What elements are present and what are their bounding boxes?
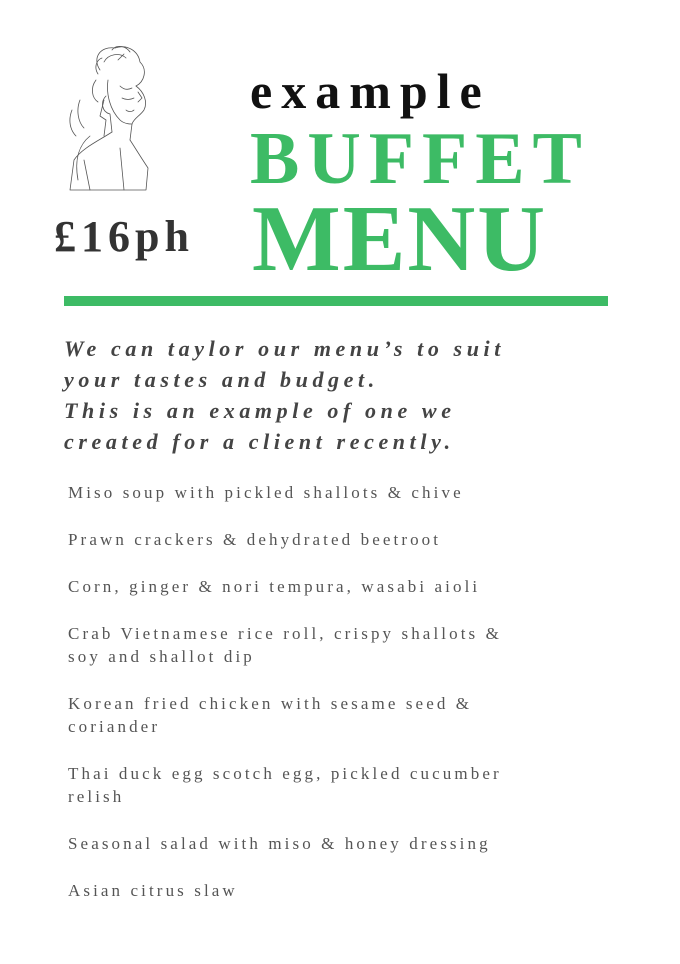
menu-item-text: Corn, ginger & nori tempura, wasabi aioli <box>68 577 481 596</box>
price-per-head: £16ph <box>54 212 194 261</box>
menu-item-text: Crab Vietnamese rice roll, crispy shallots & <box>68 624 502 643</box>
menu-item-text: relish <box>68 787 125 806</box>
menu-item <box>68 832 628 855</box>
title-menu: MENU <box>252 187 548 291</box>
menu-items-list <box>68 481 628 926</box>
menu-item-text: Thai duck egg scotch egg, pickled cucumber <box>68 764 502 783</box>
menu-item <box>68 575 628 598</box>
menu-item <box>68 622 628 668</box>
menu-item <box>68 762 628 808</box>
menu-item-text: Seasonal salad with miso & honey dressing <box>68 834 491 853</box>
intro-line: your tastes and budget. <box>64 367 379 392</box>
menu-item <box>68 692 628 738</box>
intro-text <box>64 333 654 457</box>
menu-item-text: Asian citrus slaw <box>68 881 238 900</box>
title-buffet: BUFFET <box>250 118 590 200</box>
intro-line: This is an example of one we <box>64 398 456 423</box>
menu-item-text: Korean fried chicken with sesame seed & <box>68 694 473 713</box>
title-example: example <box>250 63 491 119</box>
line-art-portrait-icon <box>60 40 160 195</box>
menu-item <box>68 481 628 504</box>
menu-item-text: Prawn crackers & dehydrated beetroot <box>68 530 442 549</box>
intro-line: created for a client recently. <box>64 429 455 454</box>
menu-item-text: soy and shallot dip <box>68 647 255 666</box>
intro-line: We can taylor our menu’s to suit <box>64 336 505 361</box>
green-divider <box>64 296 608 306</box>
menu-item-text: Miso soup with pickled shallots & chive <box>68 483 464 502</box>
menu-item <box>68 528 628 551</box>
menu-item <box>68 879 628 902</box>
menu-item-text: coriander <box>68 717 161 736</box>
